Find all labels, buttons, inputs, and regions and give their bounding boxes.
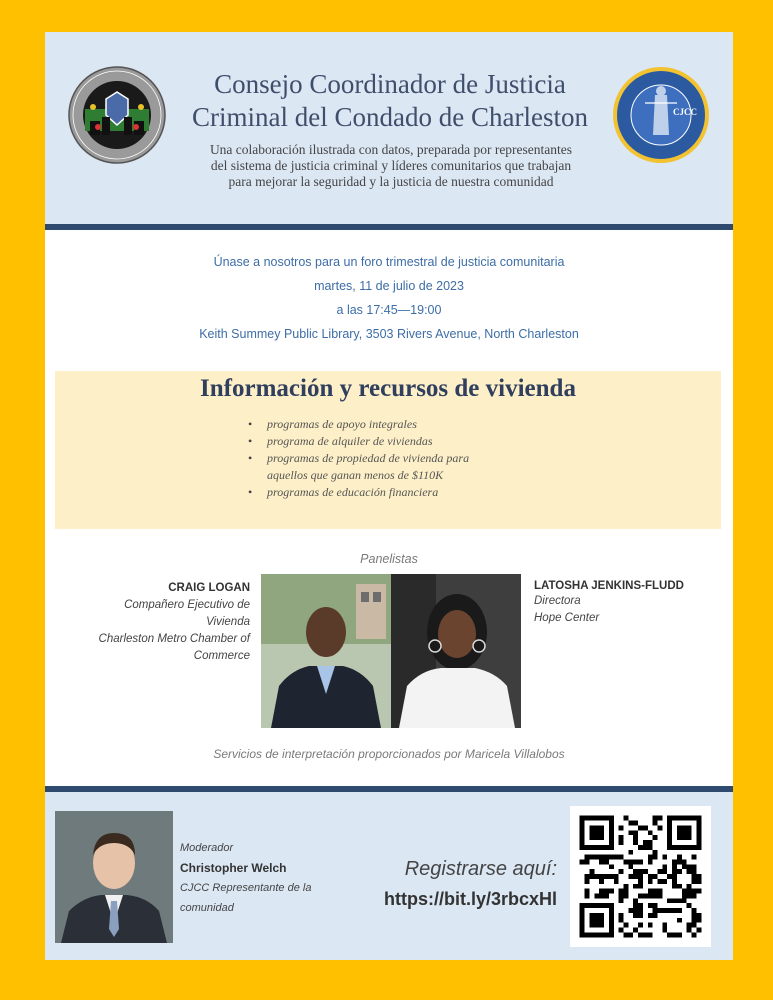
panelist-2-name: LATOSHA JENKINS-FLUDD — [534, 580, 684, 592]
list-item: • programa de alquiler de viviendas — [248, 433, 469, 450]
subtitle-line-3: para mejorar la seguridad y la justicia de nuestra comunidad — [228, 174, 554, 189]
moderator-role: CJCC Representante de la — [180, 882, 312, 894]
panelist-1-role: Vivienda — [206, 616, 250, 628]
list-item: • programas de educación financiera — [248, 484, 469, 501]
cjcc-seal-logo — [611, 65, 711, 165]
housing-list — [248, 416, 469, 501]
list-item: • programas de apoyo integrales — [248, 416, 469, 433]
panelist-1-photo — [261, 574, 391, 728]
register-label: Registrarse aquí: — [404, 858, 557, 880]
panelist-1-role: Compañero Ejecutivo de — [124, 599, 250, 611]
subtitle-line-2: del sistema de justicia criminal y líderes comunitarios que trabajan — [210, 158, 572, 173]
title-line-1: Consejo Coordinador de Justicia — [214, 69, 566, 99]
event-location: Keith Summey Public Library, 3503 Rivers Avenue, North Charleston — [199, 327, 579, 341]
housing-title: Información y recursos de vivienda — [200, 375, 576, 402]
list-item — [248, 450, 469, 484]
moderator-info — [180, 838, 350, 918]
panelist-2-org: Hope Center — [534, 612, 600, 624]
panelist-1-org: Commerce — [193, 650, 250, 662]
subtitle-line-1: Una colaboración ilustrada con datos, preparada por representantes — [209, 142, 573, 157]
moderator-label: Moderador — [180, 842, 234, 854]
housing-resources-box — [55, 371, 721, 529]
panelist-1-info — [60, 582, 250, 665]
panelist-2-role: Directora — [534, 595, 581, 607]
panelist-1-org: Charleston Metro Chamber of — [98, 633, 250, 645]
title-line-2: Criminal del Condado de Charleston — [192, 102, 588, 132]
moderator-role: comunidad — [180, 902, 234, 914]
event-intro: Únase a nosotros para un foro trimestral de justicia comunitaria — [213, 255, 565, 269]
event-time: a las 17:45—19:00 — [336, 303, 442, 317]
footer-banner — [45, 792, 733, 960]
panelists-heading: Panelistas — [360, 552, 418, 566]
panelist-2-info — [534, 580, 724, 627]
council-subtitle — [177, 142, 605, 190]
register-link[interactable]: https://bit.ly/3rbcxHl — [383, 889, 557, 909]
panelist-2-photo — [391, 574, 521, 728]
council-title — [175, 68, 605, 134]
header-banner — [45, 32, 733, 224]
flyer-page — [45, 32, 733, 960]
panelist-1-name: CRAIG LOGAN — [168, 582, 250, 594]
list-item-line: • programas de propiedad de vivienda para — [267, 451, 470, 465]
moderator-photo — [55, 811, 173, 943]
moderator-name: Christopher Welch — [180, 861, 287, 875]
divider-top — [45, 224, 733, 230]
event-date: martes, 11 de julio de 2023 — [314, 279, 464, 293]
cjcc-logo-initials: CJCC — [673, 107, 697, 117]
registration-qr-code[interactable] — [570, 806, 711, 947]
event-details — [45, 250, 733, 346]
list-item-line: aquellos que ganan menos de $110K — [267, 468, 444, 482]
public-safety-seal-logo — [67, 65, 167, 165]
interpretation-note: Servicios de interpretación proporcionados por Maricela Villalobos — [213, 747, 565, 761]
